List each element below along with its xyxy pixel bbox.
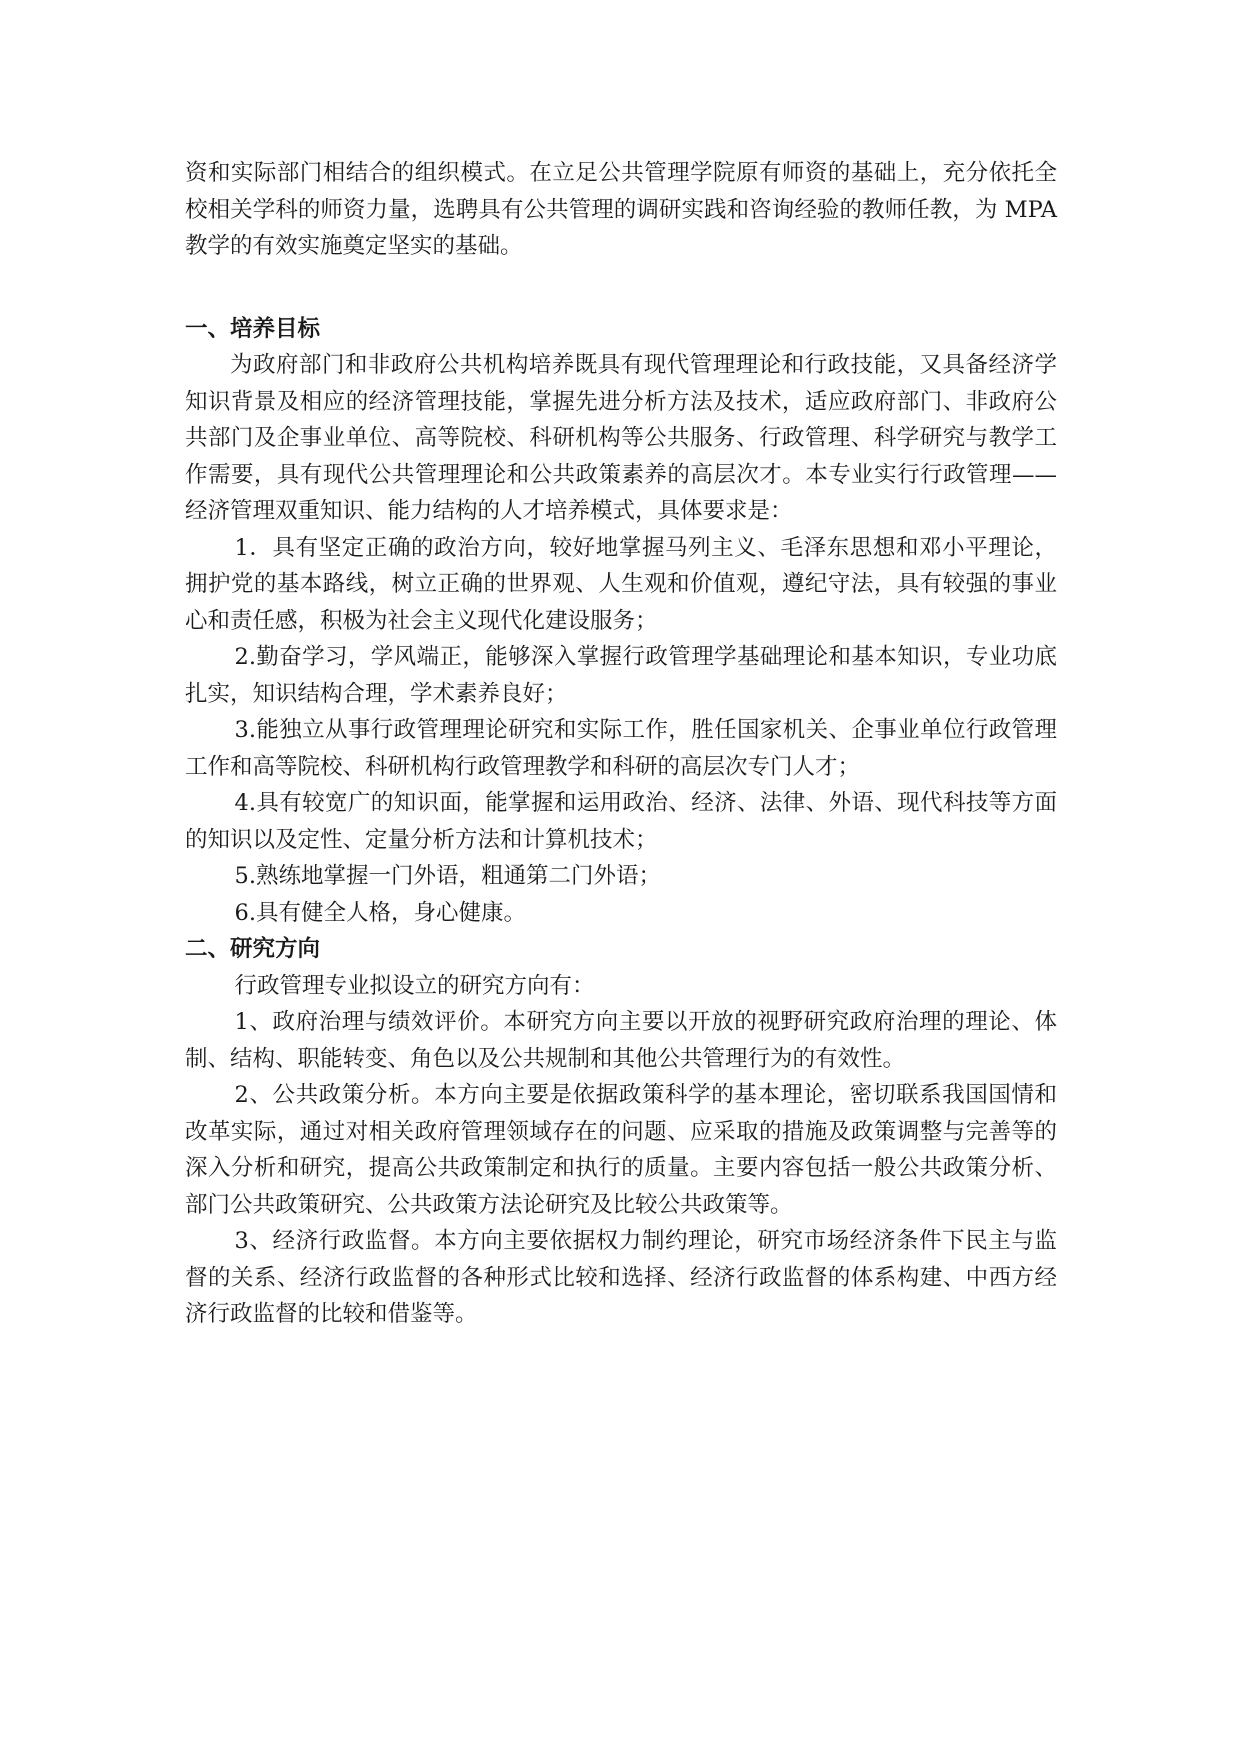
section-spacer — [185, 265, 1057, 311]
section2-heading: 二、研究方向 — [185, 936, 321, 962]
section1-paragraph: 为政府部门和非政府公共机构培养既具有现代管理理论和行政技能，又具备经济学知识背景及相应的经济管理技能，掌握先进分析方法及技术，适应政府部门、非政府公共部门及企事业单位、高等院校、科研机构等公共服务、行政管理、科学研究与教学工作需要，具有现代公共管理理论和公共政策素养的高层次才。本专业实行行政管理——经济管理双重知识、能力结构的人才培养模式，具体要求是： — [185, 352, 1057, 524]
section1-item-6: 6.具有健全人格，身心健康。 — [234, 899, 526, 926]
section2-item-3: 3、经济行政监督。本方向主要依据权力制约理论，研究市场经济条件下民主与监督的关系、经济行政监督的各种形式比较和选择、经济行政监督的体系构建、中西方经济行政监督的比较和借鉴等。 — [185, 1228, 1057, 1327]
section1-item-2: 2.勤奋学习，学风端正，能够深入掌握行政管理学基础理论和基本知识，专业功底扎实，知识结构合理，学术素养良好； — [185, 644, 1057, 707]
section1-item-5: 5.熟练地掌握一门外语，粗通第二门外语； — [234, 863, 661, 889]
section2-item-2: 2、公共政策分析。本方向主要是依据政策科学的基本理论，密切联系我国国情和改革实际，通过对相关政府管理领域存在的问题、应采取的措施及政策调整与完善等的深入分析和研究，提高公共政策制定和执行的质量。主要内容包括一般公共政策分析、部门公共政策研究、公共政策方法论研究及比较公共政策等。 — [185, 1082, 1057, 1218]
section1-heading: 一、培养目标 — [185, 315, 321, 342]
section2-item-1: 1、政府治理与绩效评价。本研究方向主要以开放的视野研究政府治理的理论、体制、结构、职能转变、角色以及公共规制和其他公共管理行为的有效性。 — [185, 1009, 1057, 1072]
section1-item-4: 4.具有较宽广的知识面，能掌握和运用政治、经济、法律、外语、现代科技等方面的知识以及定性、定量分析方法和计算机技术； — [185, 790, 1057, 853]
intro-continuation-paragraph: 资和实际部门相结合的组织模式。在立足公共管理学院原有师资的基础上，充分依托全校相关学科的师资力量，选聘具有公共管理的调研实践和咨询经验的教师任教，为 MPA 教学的有效实施奠定坚实的基础。 — [185, 160, 1057, 259]
document-page — [185, 155, 1057, 1333]
section1-item-1: 1．具有坚定正确的政治方向，较好地掌握马列主义、毛泽东思想和邓小平理论，拥护党的基本路线，树立正确的世界观、人生观和价值观，遵纪守法，具有较强的事业心和责任感，积极为社会主义现代化建设服务； — [185, 534, 1057, 634]
section1-item-3: 3.能独立从事行政管理理论研究和实际工作，胜任国家机关、企事业单位行政管理工作和高等院校、科研机构行政管理教学和科研的高层次专门人才； — [185, 717, 1057, 780]
section2-intro: 行政管理专业拟设立的研究方向有： — [234, 972, 595, 999]
